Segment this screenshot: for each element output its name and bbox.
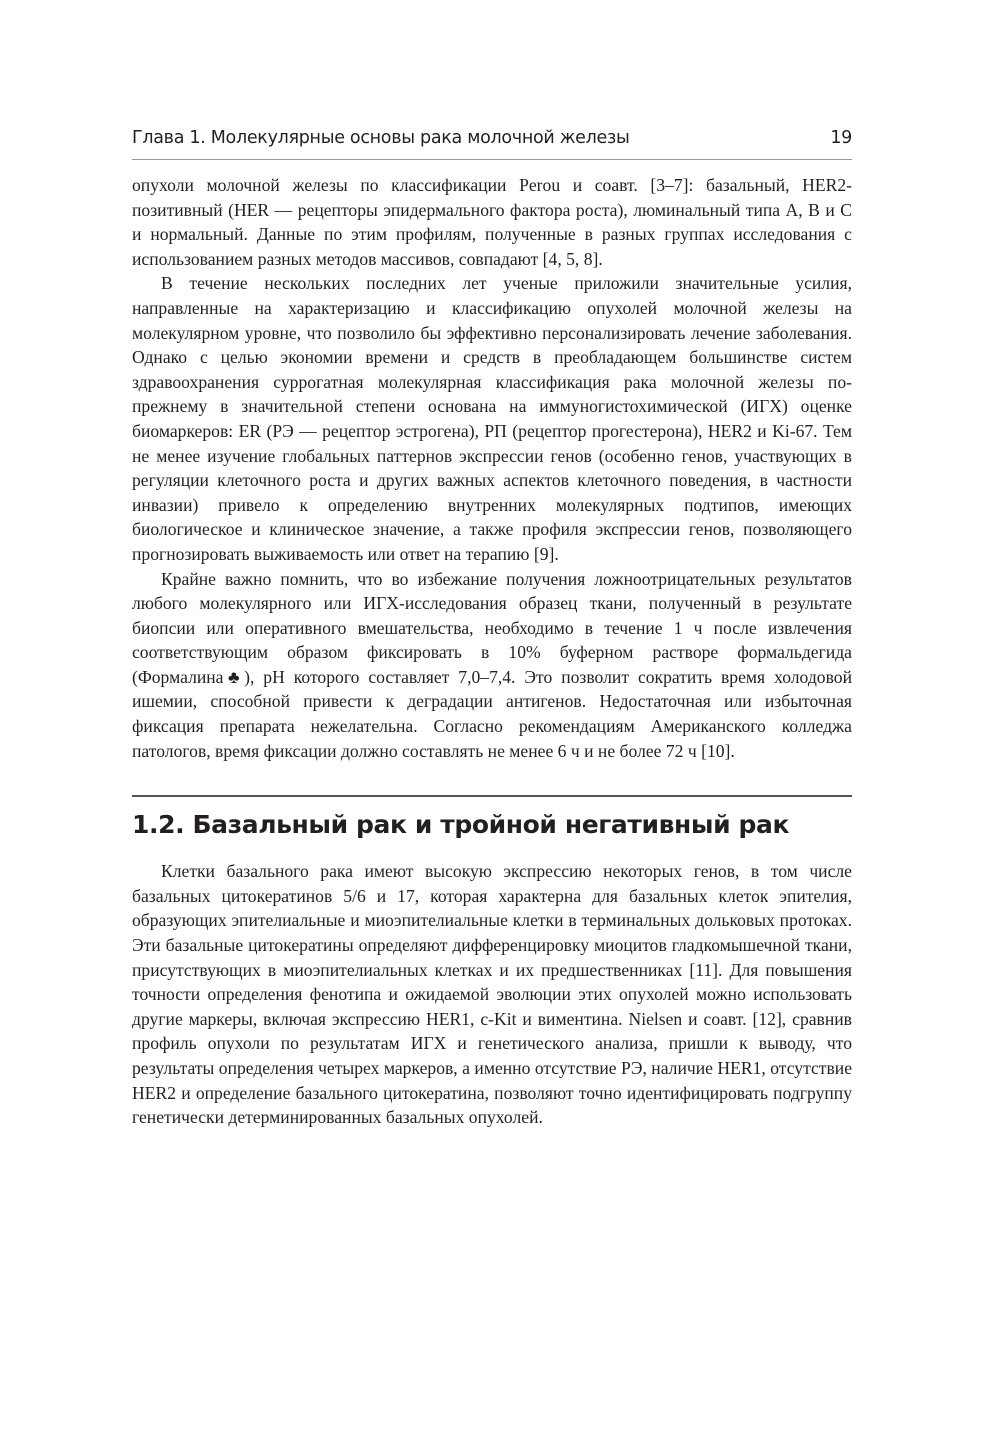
paragraph-tissue-fixation: Крайне важно помнить, что во избежание получения ложноотрицательных результатов любого молекулярного или ИГХ-исследования образец ткани, полученный в результате биопсии или оперативного вмешательства, необходимо в течение 1 ч после извлечения соответствующим образом фиксировать в 10% буферном растворе формальдегида (Формалина♣), pH которого составляет 7,0–7,4. Это позволит сократить время холодовой ишемии, способной привести к деградации антигенов. Недостаточная или избыточная фиксация препарата нежелательна. Согласно рекомендациям Американского колледжа патологов, время фиксации должно составлять не менее 6 ч и не более 72 ч [10]. [132,568,852,761]
paragraph-molecular-classification: В течение нескольких последних лет ученые приложили значительные усилия, направленные на характеризацию и классификацию опухолей молочной железы на молекулярном уровне, что позволило бы эффективно персонализировать лечение заболевания. Однако с целью экономии времени и средств в преобладающем большинстве систем здравоохранения суррогатная молекулярная классификация рака молочной железы по-прежнему в значительной степени основана на иммуногистохимической (ИГХ) оценке биомаркеров: ER (РЭ — рецептор эстрогена), РП (рецептор прогестерона), HER2 и Ki-67. Тем не менее изучение глобальных паттернов экспрессии генов (особенно генов, участвующих в регуляции клеточного роста и других важных аспектов клеточного поведения, в частности инвазии) привело к определению внутренних молекулярных подтипов, имеющих биологическое и клиническое значение, а также профиля экспрессии генов, позволяющего прогнозировать выживаемость или ответ на терапию [9]. [132,273,852,564]
paragraph-continuation: опухоли молочной железы по классификации Perou и соавт. [3–7]: базальный, HER2-позитивный (HER — рецепторы эпидермального фактора роста), люминальный типа А, В и С и нормальный. Данные по этим профилям, полученные в разных группах исследования с использованием разных методов массивов, совпадают [4, 5, 8]. [132,175,852,269]
page-number: 19 [830,128,852,148]
paragraph-basal-cancer: Клетки базального рака имеют высокую экспрессию некоторых генов, в том числе базальных цитокератинов 5/6 и 17, которая характерна для базальных клеток эпителия, образующих эпителиальные и миоэпителиальные клетки в терминальных дольковых протоках. Эти базальные цитокератины определяют дифференцировку миоцитов гладкомышечной ткани, присутствующих в миоэпителиальных клетках и их предшественниках [11]. Для повышения точности определения фенотипа и ожидаемой эволюции этих опухолей можно использовать другие маркеры, включая экспрессию HER1, c-Kit и виментина. Nielsen и соавт. [12], сравнив профиль опухоли по результатам ИГХ и генетического анализа, пришли к выводу, что результаты определения четырех маркеров, а именно отсутствие РЭ, наличие HER1, отсутствие HER2 и определение базального цитокератина, позволяют точно идентифицировать подгруппу генетически детерминированных базальных опухолей. [132,861,852,1128]
section-heading: 1.2. Базальный рак и тройной негативный рак [132,810,790,840]
book-page [132,128,852,1130]
body-text [132,173,852,1130]
running-head [132,128,852,160]
chapter-title: Глава 1. Молекулярные основы рака молочной железы [132,128,630,148]
section-basal-cancer [132,795,852,1130]
